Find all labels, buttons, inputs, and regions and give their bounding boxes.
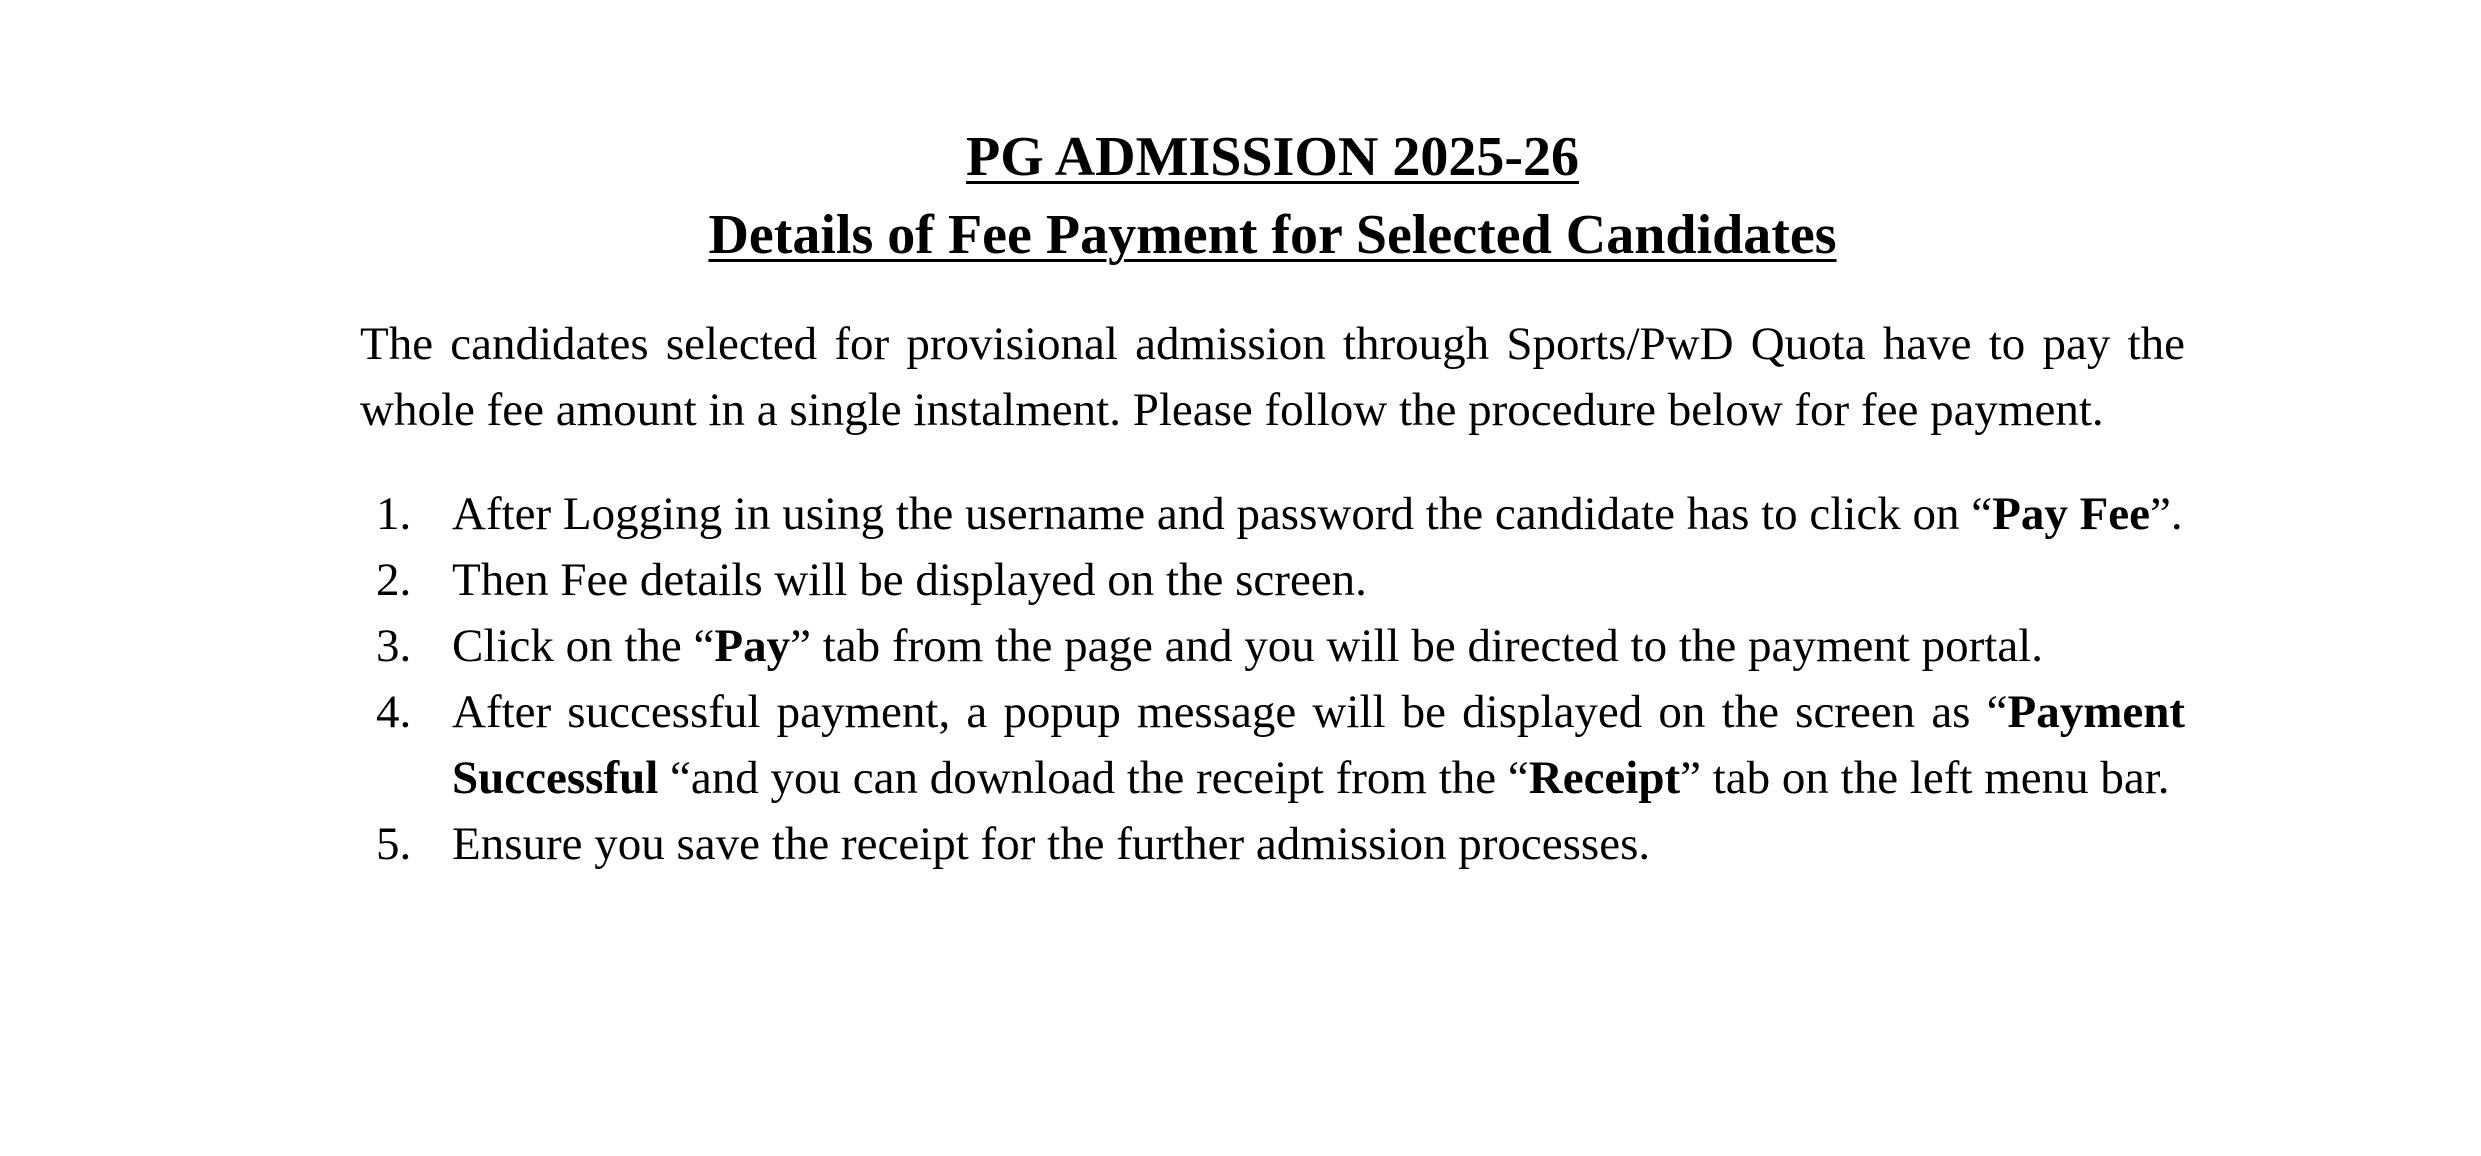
step-number: 4.: [376, 685, 412, 738]
step-text: After Logging in using the username and password the candidate has to click on “: [452, 487, 1993, 540]
step-text: “and you can download the receipt from the “: [658, 751, 1529, 804]
procedure-step-2: [360, 547, 2185, 613]
step-highlight: Payment Successful: [452, 685, 2185, 804]
step-text: ”.: [2150, 487, 2183, 540]
procedure-step-1: [360, 481, 2185, 547]
step-text: ” tab from the page and you will be directed to the payment portal.: [790, 619, 2043, 672]
page-title: PG ADMISSION 2025-26: [966, 126, 1579, 188]
procedure-step-4: [360, 679, 2185, 811]
step-number: 2.: [376, 553, 412, 606]
procedure-step-5: [360, 811, 2185, 877]
step-number: 5.: [376, 817, 412, 870]
procedure-step-3: [360, 613, 2185, 679]
intro-paragraph: The candidates selected for provisional admission through Sports/PwD Quota have to pay the whole fee amount in a single instalment. Please follow the procedure below for fee payment.: [360, 317, 2185, 436]
step-highlight: Pay: [714, 619, 791, 672]
step-number: 3.: [376, 619, 412, 672]
step-text: Then Fee details will be displayed on the screen.: [452, 553, 1367, 606]
step-number: 1.: [376, 487, 412, 540]
page-subtitle: Details of Fee Payment for Selected Candidates: [708, 204, 1837, 267]
document-page: [360, 118, 2185, 877]
step-text: Click on the “: [452, 619, 715, 672]
step-text: After successful payment, a popup message will be displayed on the screen as “: [452, 685, 2008, 738]
step-text: Ensure you save the receipt for the further admission processes.: [452, 817, 1651, 870]
step-highlight: Receipt: [1528, 751, 1681, 804]
step-highlight: Pay Fee: [1992, 487, 2151, 540]
procedure-list: [360, 481, 2185, 877]
step-text: ” tab on the left menu bar.: [1680, 751, 2170, 804]
